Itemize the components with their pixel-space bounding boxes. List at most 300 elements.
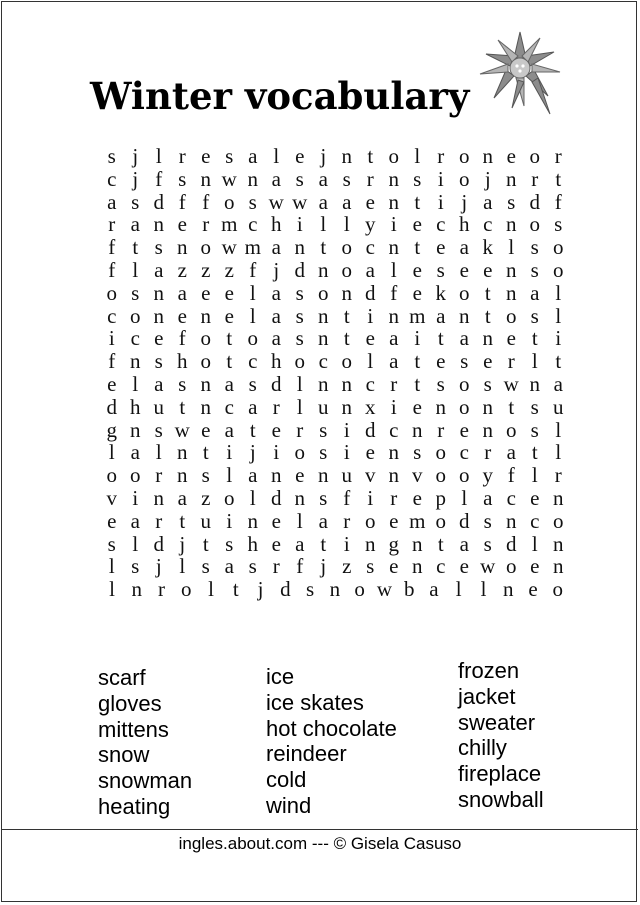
grid-letter: i [555, 326, 562, 351]
grid-letter: o [181, 577, 192, 602]
grid-row [100, 259, 570, 282]
grid-letter: r [390, 371, 398, 396]
grid-letter: e [459, 417, 469, 442]
grid-letter: y [365, 212, 376, 237]
grid-letter: o [224, 189, 235, 214]
grid-letter: l [531, 531, 538, 556]
grid-letter: r [531, 166, 539, 191]
list-item: fireplace [458, 761, 542, 787]
grid-letter: n [506, 166, 517, 191]
grid-letter: a [318, 166, 328, 191]
word-list-column-1 [98, 662, 266, 820]
grid-letter: s [530, 257, 539, 282]
grid-letter: s [530, 303, 539, 328]
page-title: Winter vocabulary [90, 74, 470, 118]
grid-letter: n [529, 371, 540, 396]
grid-letter: d [271, 371, 282, 396]
grid-letter: a [224, 554, 234, 579]
grid-letter: s [507, 189, 516, 214]
grid-letter: i [390, 394, 397, 419]
grid-letter: n [200, 303, 211, 328]
grid-letter: d [459, 508, 470, 533]
grid-letter: f [108, 349, 116, 374]
grid-letter: r [155, 508, 163, 533]
grid-letter: r [507, 349, 515, 374]
grid-letter: t [484, 303, 491, 328]
grid-row [100, 373, 570, 396]
grid-letter: s [483, 371, 492, 396]
grid-letter: t [367, 144, 374, 168]
grid-row [100, 191, 570, 214]
grid-letter: i [343, 440, 350, 465]
grid-letter: i [437, 189, 444, 214]
grid-letter: j [132, 144, 139, 168]
grid-letter: l [226, 463, 233, 488]
grid-letter: o [365, 508, 376, 533]
grid-letter: c [436, 212, 446, 237]
grid-letter: t [343, 303, 350, 328]
grid-letter: a [154, 371, 164, 396]
grid-letter: s [248, 554, 257, 579]
grid-letter: i [343, 417, 350, 442]
grid-letter: s [154, 417, 163, 442]
grid-letter: l [461, 485, 468, 510]
grid-letter: l [455, 577, 462, 602]
grid-letter: n [329, 577, 341, 602]
grid-letter: n [388, 440, 399, 465]
grid-letter: t [555, 349, 562, 374]
grid-letter: t [343, 326, 350, 351]
grid-letter: j [132, 166, 139, 191]
grid-letter: r [108, 212, 116, 237]
grid-letter: r [178, 144, 186, 168]
grid-letter: s [178, 166, 187, 191]
list-item: chilly [458, 735, 507, 761]
grid-letter: e [412, 212, 422, 237]
poinsettia-icon [474, 28, 570, 124]
grid-row [100, 533, 570, 556]
grid-letter: h [271, 349, 282, 374]
grid-letter: s [554, 212, 563, 237]
grid-letter: h [247, 531, 258, 556]
grid-letter: a [318, 189, 328, 214]
grid-letter: s [413, 440, 422, 465]
grid-letter: o [506, 303, 517, 328]
grid-letter: o [200, 349, 211, 374]
grid-letter: e [154, 326, 164, 351]
grid-letter: t [179, 394, 186, 419]
grid-letter: b [403, 577, 415, 602]
grid-letter: i [226, 508, 233, 533]
grid-letter: d [506, 531, 517, 556]
grid-letter: e [483, 257, 493, 282]
grid-letter: n [506, 508, 517, 533]
grid-letter: s [483, 531, 492, 556]
grid-row [100, 441, 570, 464]
grid-letter: n [553, 531, 564, 556]
grid-letter: s [248, 189, 257, 214]
grid-letter: n [341, 144, 352, 168]
grid-letter: l [390, 257, 397, 282]
grid-letter: l [531, 349, 538, 374]
grid-letter: t [508, 394, 515, 419]
grid-letter: c [459, 440, 469, 465]
grid-letter: y [482, 463, 493, 488]
grid-row [100, 487, 570, 510]
grid-letter: a [389, 349, 399, 374]
grid-letter: e [412, 485, 422, 510]
grid-letter: s [107, 531, 116, 556]
grid-letter: a [271, 303, 281, 328]
grid-letter: s [131, 280, 140, 305]
list-item: scarf [98, 665, 146, 690]
grid-letter: c [248, 212, 258, 237]
grid-letter: s [436, 371, 445, 396]
grid-letter: e [177, 303, 187, 328]
grid-letter: c [483, 212, 493, 237]
grid-letter: i [367, 303, 374, 328]
grid-letter: s [342, 166, 351, 191]
grid-letter: e [530, 485, 540, 510]
list-item: sweater [458, 709, 536, 735]
grid-row [100, 236, 570, 259]
grid-letter: n [482, 326, 493, 351]
grid-letter: s [295, 326, 304, 351]
grid-letter: o [553, 257, 564, 282]
grid-letter: s [201, 554, 210, 579]
grid-letter: f [343, 485, 351, 510]
grid-letter: o [106, 463, 117, 488]
grid-letter: c [130, 326, 140, 351]
grid-letter: o [459, 166, 470, 191]
grid-letter: d [153, 531, 164, 556]
grid-letter: n [130, 417, 141, 442]
grid-letter: o [435, 508, 446, 533]
grid-letter: l [108, 554, 115, 579]
grid-letter: c [107, 166, 117, 191]
grid-letter: c [107, 303, 117, 328]
grid-letter: n [318, 371, 329, 396]
grid-letter: e [107, 508, 117, 533]
grid-letter: u [553, 394, 564, 419]
grid-letter: s [107, 144, 116, 168]
grid-letter: s [201, 463, 210, 488]
grid-letter: e [412, 257, 422, 282]
grid-letter: a [459, 326, 469, 351]
grid-letter: o [459, 280, 470, 305]
grid-letter: c [318, 349, 328, 374]
grid-letter: d [271, 485, 282, 510]
grid-letter: j [155, 554, 162, 579]
grid-letter: n [341, 371, 352, 396]
grid-letter: j [273, 257, 280, 282]
grid-letter: n [482, 144, 493, 168]
grid-letter: t [484, 280, 491, 305]
grid-letter: o [506, 417, 517, 442]
grid-letter: o [341, 257, 352, 282]
grid-letter: s [154, 349, 163, 374]
grid-letter: t [232, 577, 239, 602]
word-search-grid [100, 145, 570, 601]
grid-letter: l [109, 577, 115, 602]
grid-letter: n [503, 577, 514, 602]
grid-letter: s [460, 349, 469, 374]
grid-row [100, 510, 570, 533]
grid-letter: a [271, 326, 281, 351]
grid-letter: o [459, 394, 470, 419]
grid-letter: e [224, 303, 234, 328]
grid-letter: s [306, 577, 315, 602]
grid-letter: r [155, 463, 163, 488]
grid-row [100, 555, 570, 578]
grid-letter: i [273, 440, 280, 465]
grid-letter: a [483, 189, 493, 214]
grid-letter: r [202, 212, 210, 237]
grid-letter: o [506, 554, 517, 579]
grid-letter: o [318, 280, 329, 305]
grid-letter: a [248, 394, 258, 419]
grid-letter: f [507, 463, 515, 488]
list-item: ice skates [266, 689, 364, 715]
grid-letter: a [130, 440, 140, 465]
grid-letter: n [412, 554, 423, 579]
grid-letter: t [414, 189, 421, 214]
grid-letter: r [366, 166, 374, 191]
grid-letter: m [221, 212, 238, 237]
grid-letter: n [482, 417, 493, 442]
grid-letter: l [273, 144, 280, 168]
grid-letter: c [224, 394, 234, 419]
grid-letter: s [319, 485, 328, 510]
list-item: snowman [98, 768, 193, 794]
grid-letter: n [482, 394, 493, 419]
grid-letter: a [130, 508, 140, 533]
grid-letter: r [343, 508, 351, 533]
grid-letter: w [480, 554, 496, 579]
grid-letter: l [508, 235, 515, 260]
grid-letter: r [484, 440, 492, 465]
grid-letter: a [295, 531, 305, 556]
grid-row [100, 327, 570, 350]
grid-letter: w [221, 166, 237, 191]
grid-letter: k [482, 235, 493, 260]
grid-letter: a [506, 440, 516, 465]
grid-letter: d [106, 394, 117, 419]
grid-letter: o [435, 463, 446, 488]
grid-letter: a [271, 166, 281, 191]
grid-letter: s [131, 554, 140, 579]
grid-letter: w [221, 235, 237, 260]
grid-letter: o [224, 485, 235, 510]
grid-letter: n [318, 303, 329, 328]
grid-letter: x [365, 394, 376, 419]
grid-letter: s [483, 508, 492, 533]
grid-letter: h [459, 212, 470, 237]
grid-letter: a [436, 303, 446, 328]
grid-letter: s [366, 554, 375, 579]
grid-letter: e [459, 257, 469, 282]
grid-letter: e [530, 554, 540, 579]
grid-letter: a [248, 463, 258, 488]
grid-letter: c [365, 371, 375, 396]
grid-letter: l [208, 577, 214, 602]
grid-letter: a [271, 235, 281, 260]
grid-letter: l [249, 280, 256, 305]
grid-letter: o [459, 144, 470, 168]
grid-letter: d [529, 189, 540, 214]
grid-letter: i [108, 326, 115, 351]
grid-letter: t [202, 440, 209, 465]
grid-letter: e [201, 280, 211, 305]
grid-letter: t [437, 326, 444, 351]
grid-letter: n [412, 417, 423, 442]
list-item: snow [98, 742, 150, 768]
grid-letter: w [292, 189, 308, 214]
grid-letter: n [365, 531, 376, 556]
grid-letter: s [436, 257, 445, 282]
grid-letter: s [154, 235, 163, 260]
grid-letter: z [342, 554, 352, 579]
grid-letter: e [107, 371, 117, 396]
grid-letter: e [295, 144, 305, 168]
grid-letter: a [459, 531, 469, 556]
grid-letter: e [271, 417, 281, 442]
list-item: ice [266, 664, 295, 689]
grid-letter: n [341, 394, 352, 419]
grid-letter: g [106, 417, 117, 442]
grid-letter: c [506, 485, 516, 510]
list-item: gloves [98, 690, 162, 716]
grid-letter: t [437, 531, 444, 556]
grid-letter: i [414, 326, 421, 351]
grid-letter: o [552, 577, 564, 602]
grid-letter: o [529, 144, 540, 168]
grid-letter: l [296, 508, 303, 533]
grid-letter: z [224, 257, 234, 282]
grid-letter: j [484, 166, 491, 191]
grid-letter: a [389, 326, 399, 351]
grid-letter: d [365, 417, 376, 442]
grid-letter: e [271, 531, 281, 556]
grid-letter: j [320, 144, 327, 168]
grid-letter: n [506, 280, 517, 305]
grid-letter: n [200, 394, 211, 419]
grid-letter: d [280, 577, 291, 602]
word-list [98, 658, 578, 820]
grid-letter: r [437, 417, 445, 442]
grid-letter: n [271, 463, 282, 488]
grid-letter: z [177, 257, 187, 282]
grid-letter: t [320, 531, 327, 556]
grid-letter: e [389, 554, 399, 579]
grid-letter: a [530, 280, 540, 305]
grid-letter: n [435, 394, 446, 419]
grid-letter: n [388, 235, 399, 260]
grid-letter: l [155, 440, 162, 465]
grid-letter: n [412, 531, 423, 556]
grid-letter: n [247, 508, 258, 533]
grid-letter: t [531, 326, 538, 351]
grid-letter: i [390, 212, 397, 237]
grid-letter: f [178, 189, 186, 214]
grid-letter: u [318, 394, 329, 419]
grid-letter: r [272, 554, 280, 579]
grid-letter: h [130, 394, 141, 419]
list-item: mittens [98, 716, 169, 742]
grid-letter: n [341, 280, 352, 305]
grid-letter: a [459, 235, 469, 260]
grid-letter: f [249, 257, 257, 282]
grid-letter: n [177, 463, 188, 488]
grid-letter: j [320, 554, 327, 579]
grid-letter: l [343, 212, 350, 237]
grid-letter: n [177, 440, 188, 465]
grid-letter: v [412, 463, 423, 488]
grid-letter: e [436, 349, 446, 374]
grid-letter: o [130, 463, 141, 488]
grid-letter: p [435, 485, 446, 510]
grid-letter: r [437, 144, 445, 168]
list-item: wind [266, 792, 312, 818]
grid-letter: m [409, 508, 426, 533]
grid-letter: a [248, 144, 258, 168]
grid-letter: f [108, 257, 116, 282]
grid-letter: o [553, 508, 564, 533]
grid-letter: n [294, 485, 305, 510]
grid-row [100, 464, 570, 487]
grid-letter: o [553, 235, 564, 260]
list-item: jacket [458, 683, 516, 709]
grid-letter: a [342, 189, 352, 214]
grid-letter: e [483, 349, 493, 374]
grid-letter: a [553, 371, 563, 396]
grid-letter: n [153, 485, 164, 510]
grid-letter: l [249, 303, 256, 328]
grid-letter: t [320, 235, 327, 260]
grid-letter: z [201, 257, 211, 282]
grid-letter: i [343, 531, 350, 556]
grid-row [100, 282, 570, 305]
grid-row [100, 578, 570, 601]
grid-letter: g [388, 531, 399, 556]
grid-letter: e [528, 577, 538, 602]
grid-letter: l [108, 440, 115, 465]
grid-letter: l [555, 417, 562, 442]
grid-letter: n [459, 303, 470, 328]
grid-letter: e [412, 280, 422, 305]
grid-letter: t [226, 326, 233, 351]
grid-letter: c [365, 235, 375, 260]
grid-letter: l [296, 394, 303, 419]
list-item: cold [266, 767, 307, 793]
grid-row [100, 396, 570, 419]
grid-letter: s [295, 280, 304, 305]
grid-letter: t [226, 349, 233, 374]
grid-letter: s [295, 303, 304, 328]
grid-letter: c [248, 349, 258, 374]
grid-letter: e [436, 235, 446, 260]
grid-letter: u [153, 394, 164, 419]
grid-letter: t [414, 235, 421, 260]
list-item: hot chocolate [266, 715, 397, 741]
grid-letter: n [506, 257, 517, 282]
grid-letter: f [178, 326, 186, 351]
grid-letter: r [390, 485, 398, 510]
grid-letter: l [132, 371, 139, 396]
grid-letter: s [248, 371, 257, 396]
grid-letter: s [178, 371, 187, 396]
grid-letter: l [179, 554, 186, 579]
